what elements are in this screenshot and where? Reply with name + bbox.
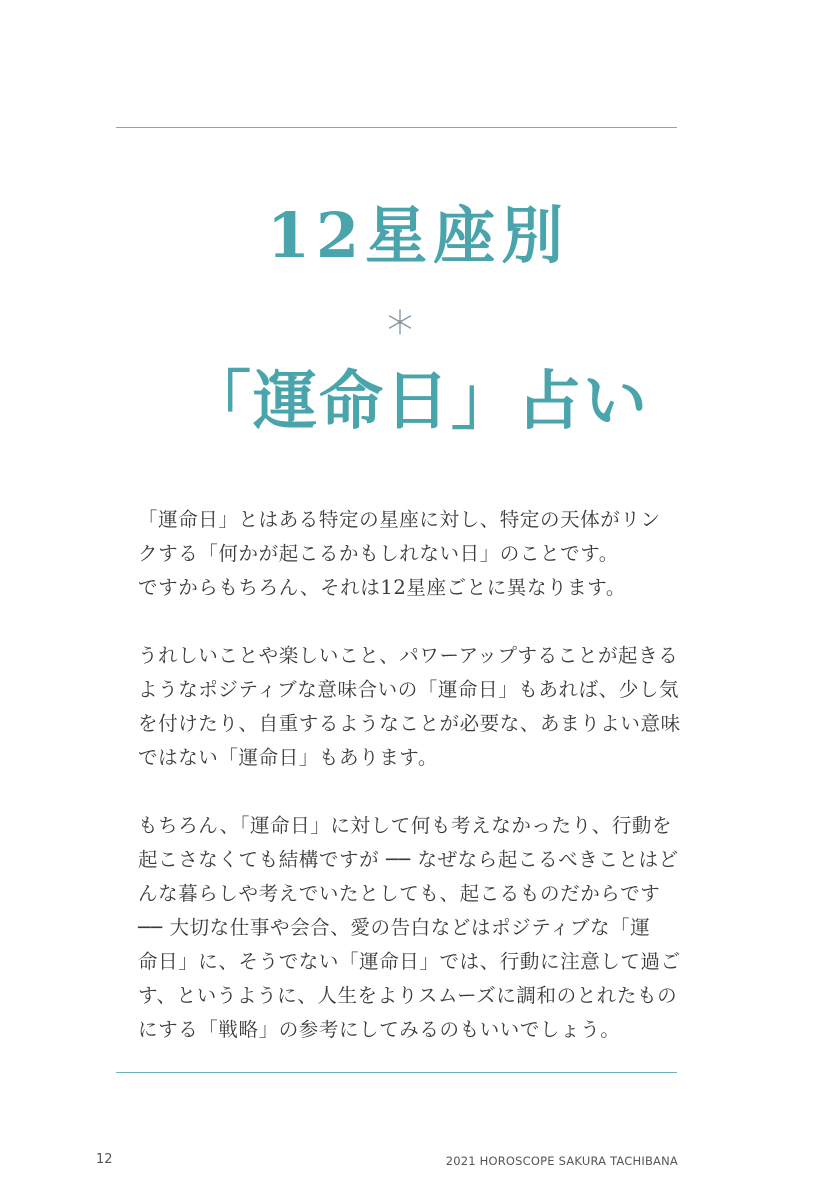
- paragraph-3: [138, 809, 698, 1047]
- text-line: ── 大切な仕事や会合、愛の告白などはポジティブな「運: [138, 916, 651, 939]
- text-line: ようなポジティブな意味合いの「運命日」もあれば、少し気: [138, 678, 680, 701]
- text-line: 起こさなくても結構ですが ── なぜなら起こるべきことはど: [138, 848, 679, 871]
- text-line: ですからもちろん、それは12星座ごとに異なります。: [138, 576, 626, 599]
- paragraph-2: [138, 639, 698, 775]
- bottom-rule: [116, 1072, 677, 1073]
- page-title: 12星座別: [266, 199, 570, 272]
- text-line: にする「戦略」の参考にしてみるのもいいでしょう。: [138, 1018, 621, 1041]
- paragraph-1: [138, 503, 698, 605]
- page-subtitle: 「運命日」占い: [187, 364, 649, 439]
- text-line: うれしいことや楽しいこと、パワーアップすることが起きる: [138, 644, 679, 667]
- text-line: んな暮らしや考えでいたとしても、起こるものだからです: [138, 882, 661, 905]
- top-rule: [116, 127, 677, 128]
- text-line: す、というように、人生をよりスムーズに調和のとれたもの: [138, 984, 678, 1007]
- body-text: [138, 503, 698, 1081]
- star-icon: [385, 307, 415, 337]
- text-line: もちろん、「運命日」に対して何も考えなかったり、行動を: [138, 814, 673, 837]
- text-line: ではない「運命日」もあります。: [138, 746, 438, 769]
- footer-credit: 2021 HOROSCOPE SAKURA TACHIBANA: [445, 1154, 678, 1168]
- text-line: 命日」に、そうでない「運命日」では、行動に注意して過ご: [138, 950, 681, 973]
- text-line: 「運命日」とはある特定の星座に対し、特定の天体がリン: [138, 508, 661, 531]
- page-number: 12: [96, 1152, 113, 1167]
- text-line: クする「何かが起こるかもしれない日」のことです。: [138, 542, 619, 565]
- text-line: を付けたり、自重するようなことが必要な、あまりよい意味: [138, 712, 681, 735]
